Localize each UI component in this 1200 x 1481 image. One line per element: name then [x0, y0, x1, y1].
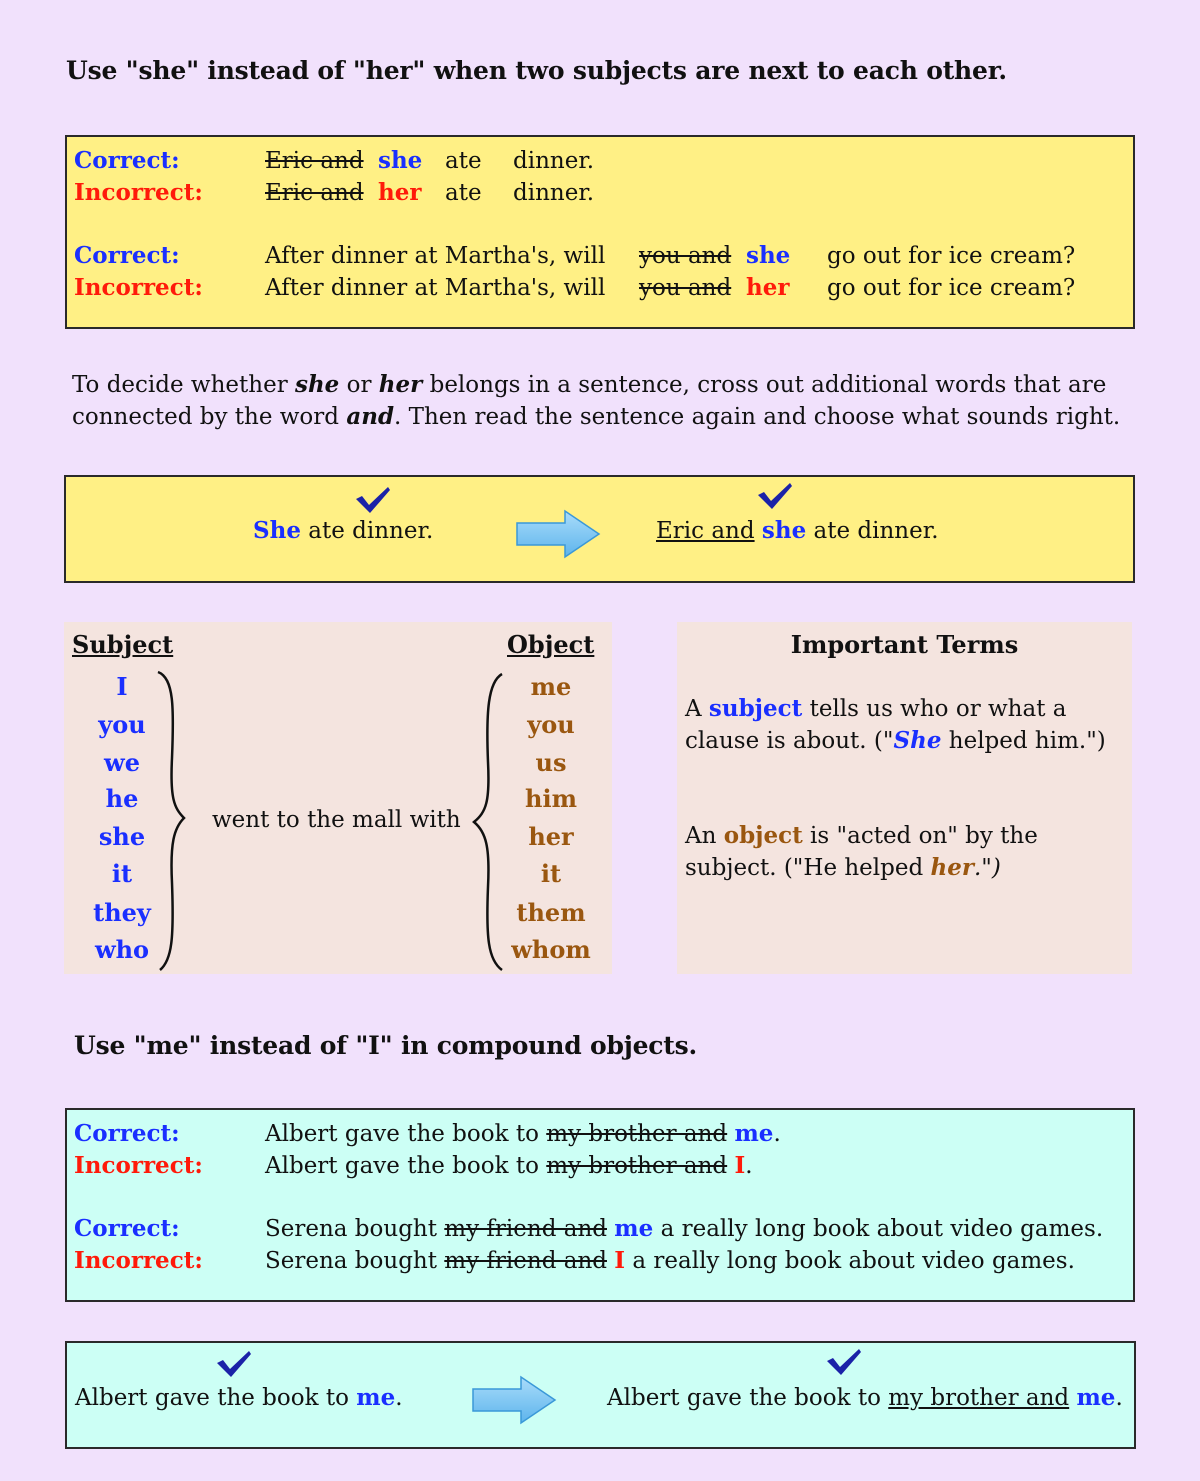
she-her-examples-box	[65, 135, 1135, 329]
simple-sentence	[75, 1382, 403, 1414]
object-pronoun: them	[516, 898, 586, 927]
me-demo-box	[65, 1341, 1136, 1449]
definition-text: An	[685, 823, 724, 849]
subject-pronoun: he	[105, 784, 139, 813]
checkmark-icon	[215, 1349, 255, 1381]
sentence-suffix: go out for ice cream?	[827, 275, 1076, 301]
sentence-text: Albert gave the book to	[607, 1385, 889, 1411]
sentence-prefix: After dinner at Martha's, will	[265, 243, 606, 269]
example-row	[67, 1213, 1133, 1245]
important-terms-title: Important Terms	[790, 630, 1019, 659]
incorrect-pronoun: her	[378, 179, 422, 206]
example-sentence	[265, 1245, 1075, 1277]
sentence-suffix: .	[773, 1121, 781, 1147]
definition-text: tells us who or what a	[802, 696, 1067, 722]
example-object: her	[930, 854, 974, 881]
struck-words: my brother and	[546, 1121, 728, 1147]
correct-label: Correct:	[74, 1120, 180, 1147]
example-row	[67, 272, 1133, 304]
definition-text: .")	[974, 855, 1001, 881]
she-demo-box	[64, 475, 1135, 583]
tip-emphasis-her: her	[378, 371, 423, 398]
pronoun-table	[64, 622, 612, 974]
example-row	[67, 1150, 1133, 1182]
correct-pronoun: she	[378, 147, 423, 174]
section-heading-she-her: Use "she" instead of "her" when two subjects are next to each other.	[66, 56, 1007, 85]
example-row	[67, 240, 1133, 272]
struck-words: my friend and	[444, 1216, 607, 1242]
sentence-rest: ate dinner.	[300, 518, 434, 544]
definition-text: A	[685, 696, 709, 722]
subject-pronoun: we	[104, 748, 140, 777]
object-pronoun: you	[527, 710, 575, 739]
struck-words: Eric and	[265, 180, 364, 206]
definition-text: subject. ("He helped	[685, 855, 931, 881]
tip-emphasis-she: she	[295, 371, 340, 398]
struck-words: my friend and	[444, 1248, 607, 1274]
object-pronoun: me	[356, 1384, 396, 1411]
subject-definition	[685, 693, 1106, 757]
subject-pronoun: who	[94, 935, 150, 964]
sentence-rest: ate dinner.	[806, 518, 939, 544]
word: ate	[445, 148, 482, 174]
struck-words: Eric and	[265, 148, 364, 174]
subject-pronoun: I	[116, 672, 128, 701]
section-heading-me-i: Use "me" instead of "I" in compound objects.	[74, 1031, 698, 1060]
subject-pronoun: it	[111, 859, 133, 888]
incorrect-label: Incorrect:	[74, 274, 203, 301]
sentence-prefix: Serena bought	[265, 1248, 445, 1274]
checkmark-icon	[825, 1347, 865, 1379]
tip-text: or	[339, 372, 379, 398]
incorrect-pronoun: I	[734, 1152, 746, 1179]
term-subject: subject	[708, 695, 803, 722]
subject-pronoun: she	[761, 517, 807, 544]
incorrect-label: Incorrect:	[74, 1247, 203, 1274]
word: dinner.	[513, 148, 595, 174]
example-sentence	[265, 1150, 753, 1182]
tip-emphasis-and: and	[346, 403, 395, 430]
important-terms-panel	[677, 622, 1132, 974]
underlined-words: Eric and	[656, 518, 755, 544]
example-row	[67, 1118, 1133, 1150]
incorrect-pronoun: I	[614, 1247, 626, 1274]
incorrect-pronoun: her	[746, 274, 790, 301]
object-definition	[685, 820, 1038, 884]
object-pronoun: me	[530, 672, 572, 701]
sentence-prefix: Albert gave the book to	[265, 1153, 547, 1179]
object-pronoun: him	[525, 784, 577, 813]
example-row	[67, 145, 1133, 177]
term-object: object	[723, 822, 803, 849]
object-pronoun: it	[540, 859, 562, 888]
example-subject: She	[893, 727, 942, 754]
connecting-phrase: went to the mall with	[212, 807, 461, 833]
object-pronoun: us	[535, 748, 567, 777]
subject-pronoun: you	[98, 710, 146, 739]
correct-pronoun: me	[614, 1215, 654, 1242]
example-row	[67, 1245, 1133, 1277]
tip-text: connected by the word	[72, 404, 347, 430]
subject-header: Subject	[72, 630, 174, 659]
example-sentence	[265, 1213, 1103, 1245]
example-row	[67, 177, 1133, 209]
right-arrow-icon	[515, 509, 603, 559]
sentence-prefix: Albert gave the book to	[265, 1121, 547, 1147]
compound-sentence	[607, 1382, 1123, 1414]
word: ate	[445, 180, 482, 206]
sentence-suffix: a really long book about video games.	[625, 1248, 1075, 1274]
subject-pronoun: they	[93, 898, 151, 927]
sentence-end: .	[395, 1385, 403, 1411]
sentence-end: .	[1115, 1385, 1123, 1411]
subject-pronoun: She	[253, 517, 301, 544]
struck-words: my brother and	[546, 1153, 728, 1179]
correct-pronoun: me	[734, 1120, 774, 1147]
example-sentence	[265, 1118, 781, 1150]
struck-words: you and	[639, 243, 732, 269]
definition-text: is "acted on" by the	[802, 823, 1038, 849]
correct-label: Correct:	[74, 147, 180, 174]
sentence-prefix: Serena bought	[265, 1216, 445, 1242]
object-pronoun: whom	[511, 935, 591, 964]
correct-label: Correct:	[74, 242, 180, 269]
right-brace-icon	[152, 668, 192, 972]
right-arrow-icon	[471, 1375, 559, 1425]
sentence-suffix: a really long book about video games.	[653, 1216, 1104, 1242]
tip-text: To decide whether	[72, 372, 296, 398]
incorrect-label: Incorrect:	[74, 179, 203, 206]
simple-sentence	[253, 515, 433, 547]
sentence-text: Albert gave the book to	[75, 1385, 357, 1411]
compound-sentence	[656, 515, 939, 547]
tip-text: . Then read the sentence again and choose what sounds right.	[394, 404, 1121, 430]
object-pronoun: me	[1076, 1384, 1116, 1411]
checkmark-icon	[756, 481, 796, 513]
definition-text: clause is about. ("	[685, 728, 894, 754]
correct-label: Correct:	[74, 1215, 180, 1242]
definition-text: helped him.")	[941, 728, 1106, 754]
object-header: Object	[507, 630, 595, 659]
correct-pronoun: she	[746, 242, 791, 269]
struck-words: you and	[639, 275, 732, 301]
sentence-suffix: .	[745, 1153, 753, 1179]
sentence-prefix: After dinner at Martha's, will	[265, 275, 606, 301]
underlined-words: my brother and	[888, 1385, 1070, 1411]
me-i-examples-box	[65, 1108, 1135, 1302]
incorrect-label: Incorrect:	[74, 1152, 203, 1179]
tip-paragraph	[72, 369, 1152, 433]
object-pronoun: her	[528, 822, 574, 851]
checkmark-icon	[354, 485, 394, 517]
subject-pronoun: she	[98, 822, 146, 851]
sentence-suffix: go out for ice cream?	[827, 243, 1076, 269]
tip-text: belongs in a sentence, cross out additional words that are	[422, 372, 1107, 398]
word: dinner.	[513, 180, 595, 206]
